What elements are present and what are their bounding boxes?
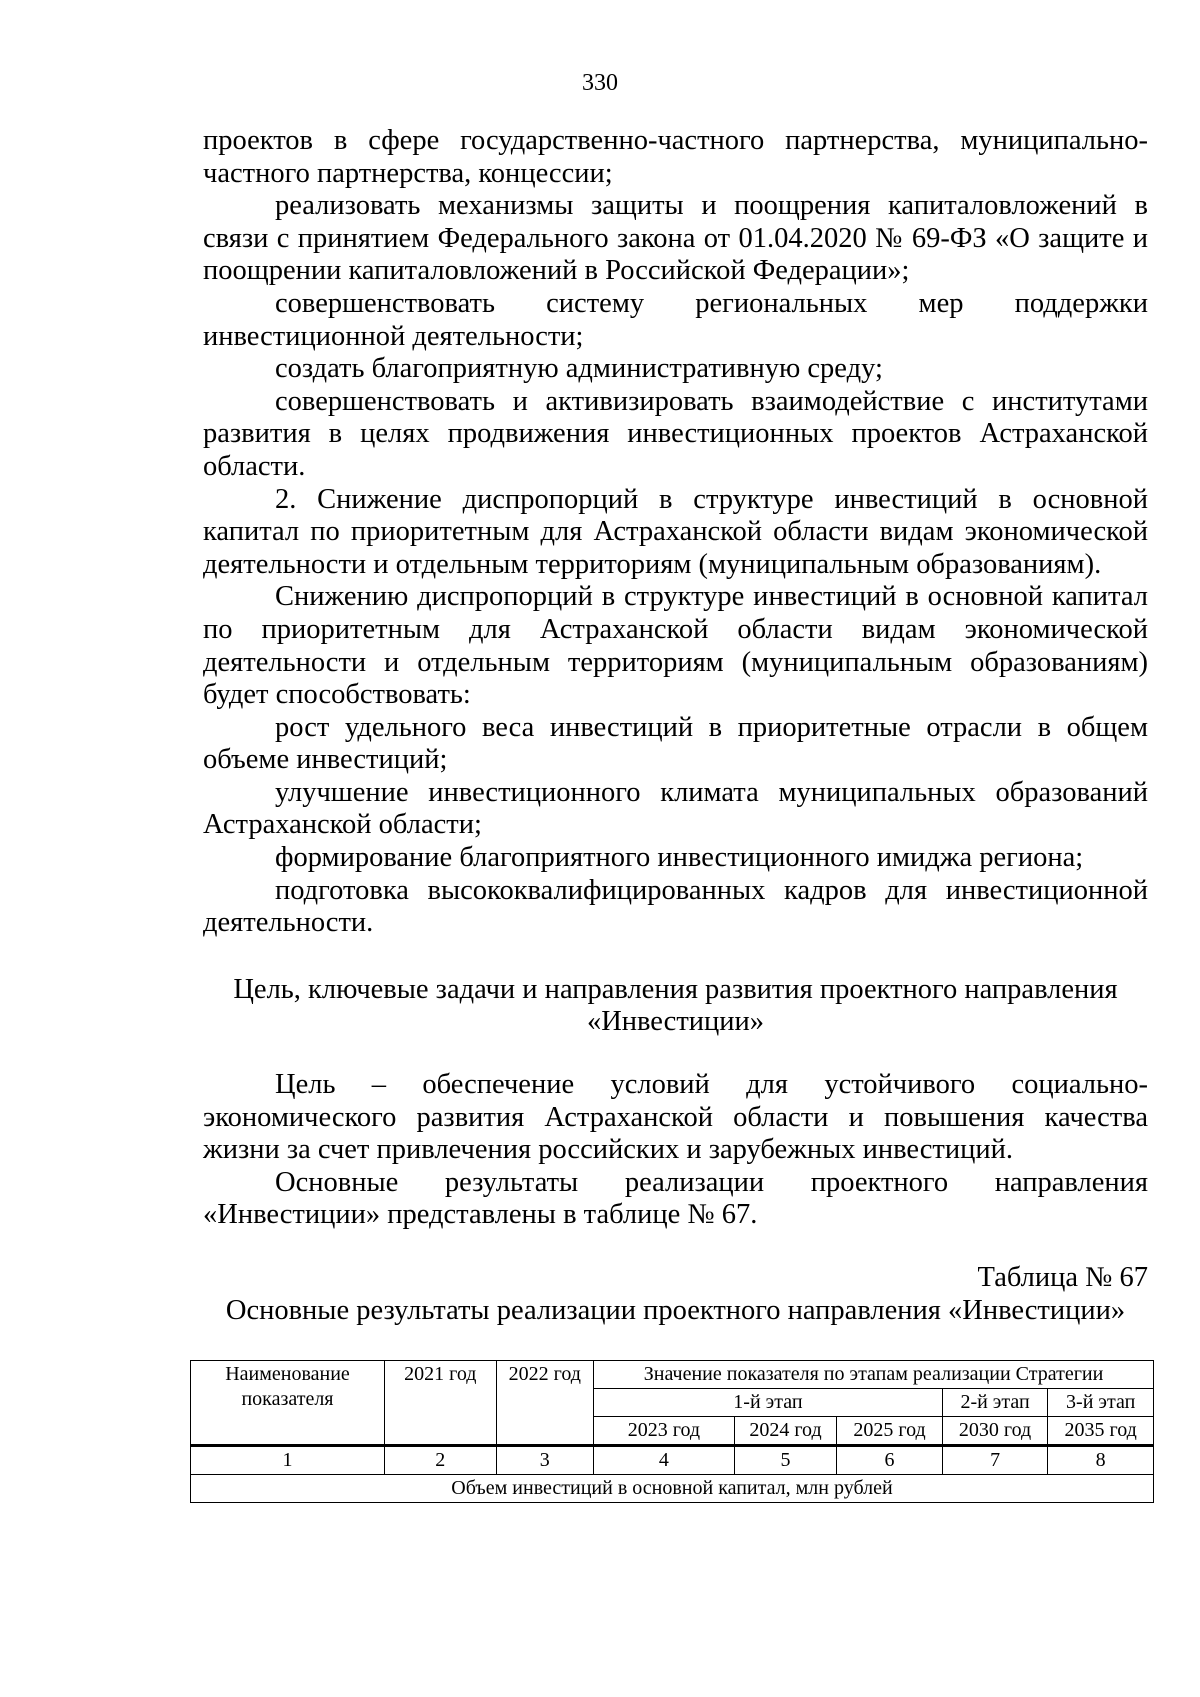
table-title: Основные результаты реализации проектного направления «Инвестиции» (225, 1294, 1126, 1326)
header-2023: 2023 год (594, 1417, 735, 1446)
header-2025: 2025 год (837, 1417, 943, 1446)
column-number: 6 (837, 1446, 943, 1475)
document-body (203, 125, 1148, 1327)
header-stage-3: 3-й этап (1048, 1389, 1154, 1417)
section-heading-line2: «Инвестиции» (586, 1006, 765, 1038)
table-row (191, 1475, 1154, 1503)
column-number: 8 (1048, 1446, 1154, 1475)
paragraph: совершенствовать и активизировать взаимодействие с институтами развития в целях продвижения инвестиционных проектов Астраханской области. (203, 385, 1148, 482)
results-table (190, 1360, 1154, 1503)
paragraph: улучшение инвестиционного климата муниципальных образований Астраханской области; (203, 776, 1148, 841)
section-row: Объем инвестиций в основной капитал, млн рублей (191, 1475, 1154, 1503)
header-2030: 2030 год (942, 1417, 1048, 1446)
column-number: 7 (942, 1446, 1048, 1475)
column-number: 3 (496, 1446, 593, 1475)
section-heading-line1: Цель, ключевые задачи и направления развития проектного направления (233, 973, 1118, 1005)
header-stage-1: 1-й этап (594, 1389, 943, 1417)
paragraph: совершенствовать систему региональных мер поддержки инвестиционной деятельности; (203, 287, 1148, 352)
table-label: Таблица № 67 (977, 1262, 1148, 1293)
paragraph: 2. Снижение диспропорций в структуре инвестиций в основной капитал по приоритетным для Астраханской области видам экономической деятельности и отдельным территориям (муниципальным образованиям). (203, 483, 1148, 580)
paragraph: рост удельного веса инвестиций в приоритетные отрасли в общем объеме инвестиций; (203, 711, 1148, 776)
page-number: 330 (582, 70, 618, 96)
results-paragraph: Основные результаты реализации проектного направления «Инвестиции» представлены в таблице № 67. (203, 1166, 1148, 1231)
column-number: 2 (384, 1446, 496, 1475)
goal-paragraph: Цель – обеспечение условий для устойчивого социально-экономического развития Астраханской области и повышения качества жизни за счет привлечения российских и зарубежных инвестиций. (203, 1069, 1148, 1166)
paragraph: Снижению диспропорций в структуре инвестиций в основной капитал по приоритетным для Астраханской области видам экономической деятельности и отдельным территориям (муниципальным образованиям) будет способствовать: (203, 581, 1148, 711)
header-2024: 2024 год (734, 1417, 837, 1446)
header-2021: 2021 год (384, 1361, 496, 1446)
header-2022: 2022 год (496, 1361, 593, 1446)
paragraph: подготовка высококвалифицированных кадров для инвестиционной деятельности. (203, 874, 1148, 939)
paragraph: создать благоприятную административную среду; (275, 353, 883, 385)
header-stages: Значение показателя по этапам реализации Стратегии (594, 1361, 1154, 1389)
column-number: 4 (594, 1446, 735, 1475)
column-number: 5 (734, 1446, 837, 1475)
paragraph: формирование благоприятного инвестиционного имиджа региона; (275, 842, 1084, 874)
column-number-row (191, 1446, 1154, 1475)
column-number: 1 (191, 1446, 385, 1475)
header-indicator: Наименование показателя (191, 1361, 385, 1446)
paragraph: реализовать механизмы защиты и поощрения капиталовложений в связи с принятием Федерального закона от 01.04.2020 № 69-ФЗ «О защите и поощрении капиталовложений в Российской Федерации»; (203, 190, 1148, 287)
header-2035: 2035 год (1048, 1417, 1154, 1446)
paragraph: проектов в сфере государственно-частного партнерства, муниципально-частного партнерства, концессии; (203, 125, 1148, 189)
header-stage-2: 2-й этап (942, 1389, 1048, 1417)
